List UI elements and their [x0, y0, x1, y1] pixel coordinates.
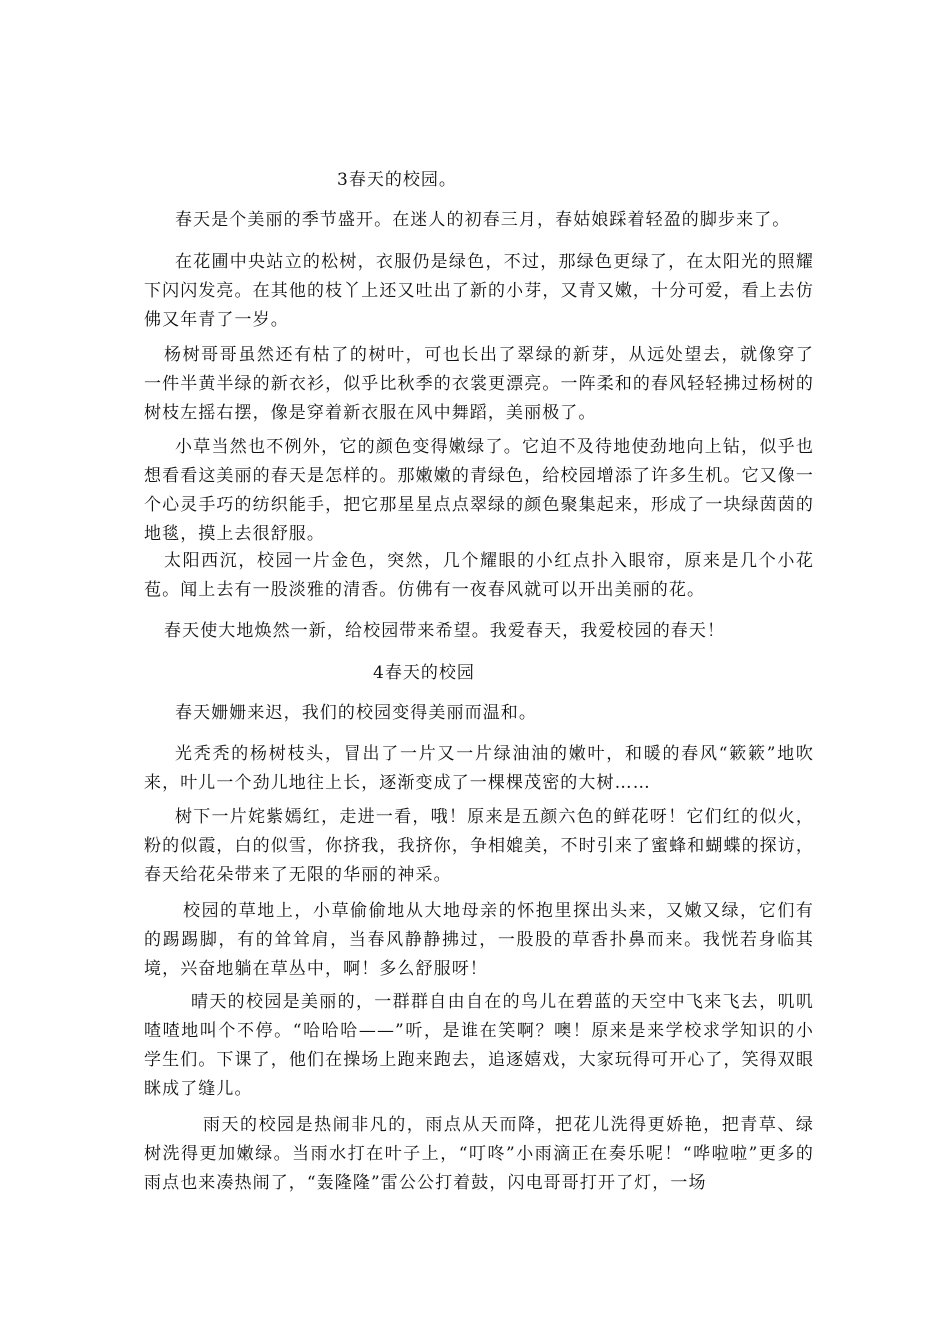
paragraph: 树下一片姹紫嫣红，走进一看，哦！原来是五颜六色的鲜花呀！它们红的似火，粉的似霞，白的似雪，你挤我，我挤你，争相媲美，不时引来了蜜蜂和蝴蝶的探访，春天给花朵带来了无限的华丽的神采。	[144, 807, 814, 885]
paragraph: 春天是个美丽的季节盛开。在迷人的初春三月，春姑娘踩着轻盈的脚步来了。	[175, 210, 791, 230]
paragraph: 小草当然也不例外，它的颜色变得嫩绿了。它迫不及待地使劲地向上钻，似乎也想看看这美丽的春天是怎样的。那嫩嫩的青绿色，给校园增添了许多生机。它又像一个心灵手巧的纺织能手，把它那星星点点翠绿的颜色聚集起来，形成了一块绿茵茵的地毯，摸上去很舒服。	[144, 437, 814, 544]
paragraph: 雨天的校园是热闹非凡的，雨点从天而降，把花儿洗得更娇艳，把青草、绿树洗得更加嫩绿。当雨水打在叶子上，“叮咚”小雨滴正在奏乐呢！“哗啦啦”更多的雨点也来凑热闹了，“轰隆隆”雷公公打着鼓，闪电哥哥打开了灯，一场	[144, 1115, 814, 1193]
paragraph: 春天使大地焕然一新，给校园带来希望。我爱春天，我爱校园的春天！	[164, 621, 726, 641]
paragraph: 杨树哥哥虽然还有枯了的树叶，可也长出了翠绿的新芽，从远处望去，就像穿了一件半黄半绿的新衣衫，似乎比秋季的衣裳更漂亮。一阵柔和的春风轻轻拂过杨树的树枝左摇右摆，像是穿着新衣服在风中舞蹈，美丽极了。	[144, 345, 814, 423]
paragraph: 春天姗姗来迟，我们的校园变得美丽而温和。	[175, 703, 537, 723]
essay-title: 4春天的校园	[373, 663, 475, 683]
essay-title: 3春天的校园。	[337, 170, 457, 190]
paragraph: 晴天的校园是美丽的，一群群自由自在的鸟儿在碧蓝的天空中飞来飞去，叽叽喳喳地叫个不停。“哈哈哈——”听，是谁在笑啊？噢！原来是来学校求学知识的小学生们。下课了，他们在操场上跑来跑去，追逐嬉戏，大家玩得可开心了，笑得双眼眯成了缝儿。	[144, 992, 814, 1099]
paragraph: 光秃秃的杨树枝头，冒出了一片又一片绿油油的嫩叶，和暖的春风“簌簌”地吹来，叶儿一个劲儿地往上长，逐渐变成了一棵棵茂密的大树……	[144, 744, 814, 793]
paragraph: 太阳西沉，校园一片金色，突然，几个耀眼的小红点扑入眼帘，原来是几个小花苞。闻上去有一股淡雅的清香。仿佛有一夜春风就可以开出美丽的花。	[144, 551, 814, 600]
paragraph: 校园的草地上，小草偷偷地从大地母亲的怀抱里探出头来，又嫩又绿，它们有的踢踢脚，有的耸耸肩，当春风静静拂过，一股股的草香扑鼻而来。我恍若身临其境，兴奋地躺在草丛中，啊！多么舒服呀！	[144, 901, 814, 979]
paragraph: 在花圃中央站立的松树，衣服仍是绿色，不过，那绿色更绿了，在太阳光的照耀下闪闪发亮。在其他的枝丫上还又吐出了新的小芽，又青又嫩，十分可爱，看上去仿佛又年青了一岁。	[144, 252, 814, 330]
